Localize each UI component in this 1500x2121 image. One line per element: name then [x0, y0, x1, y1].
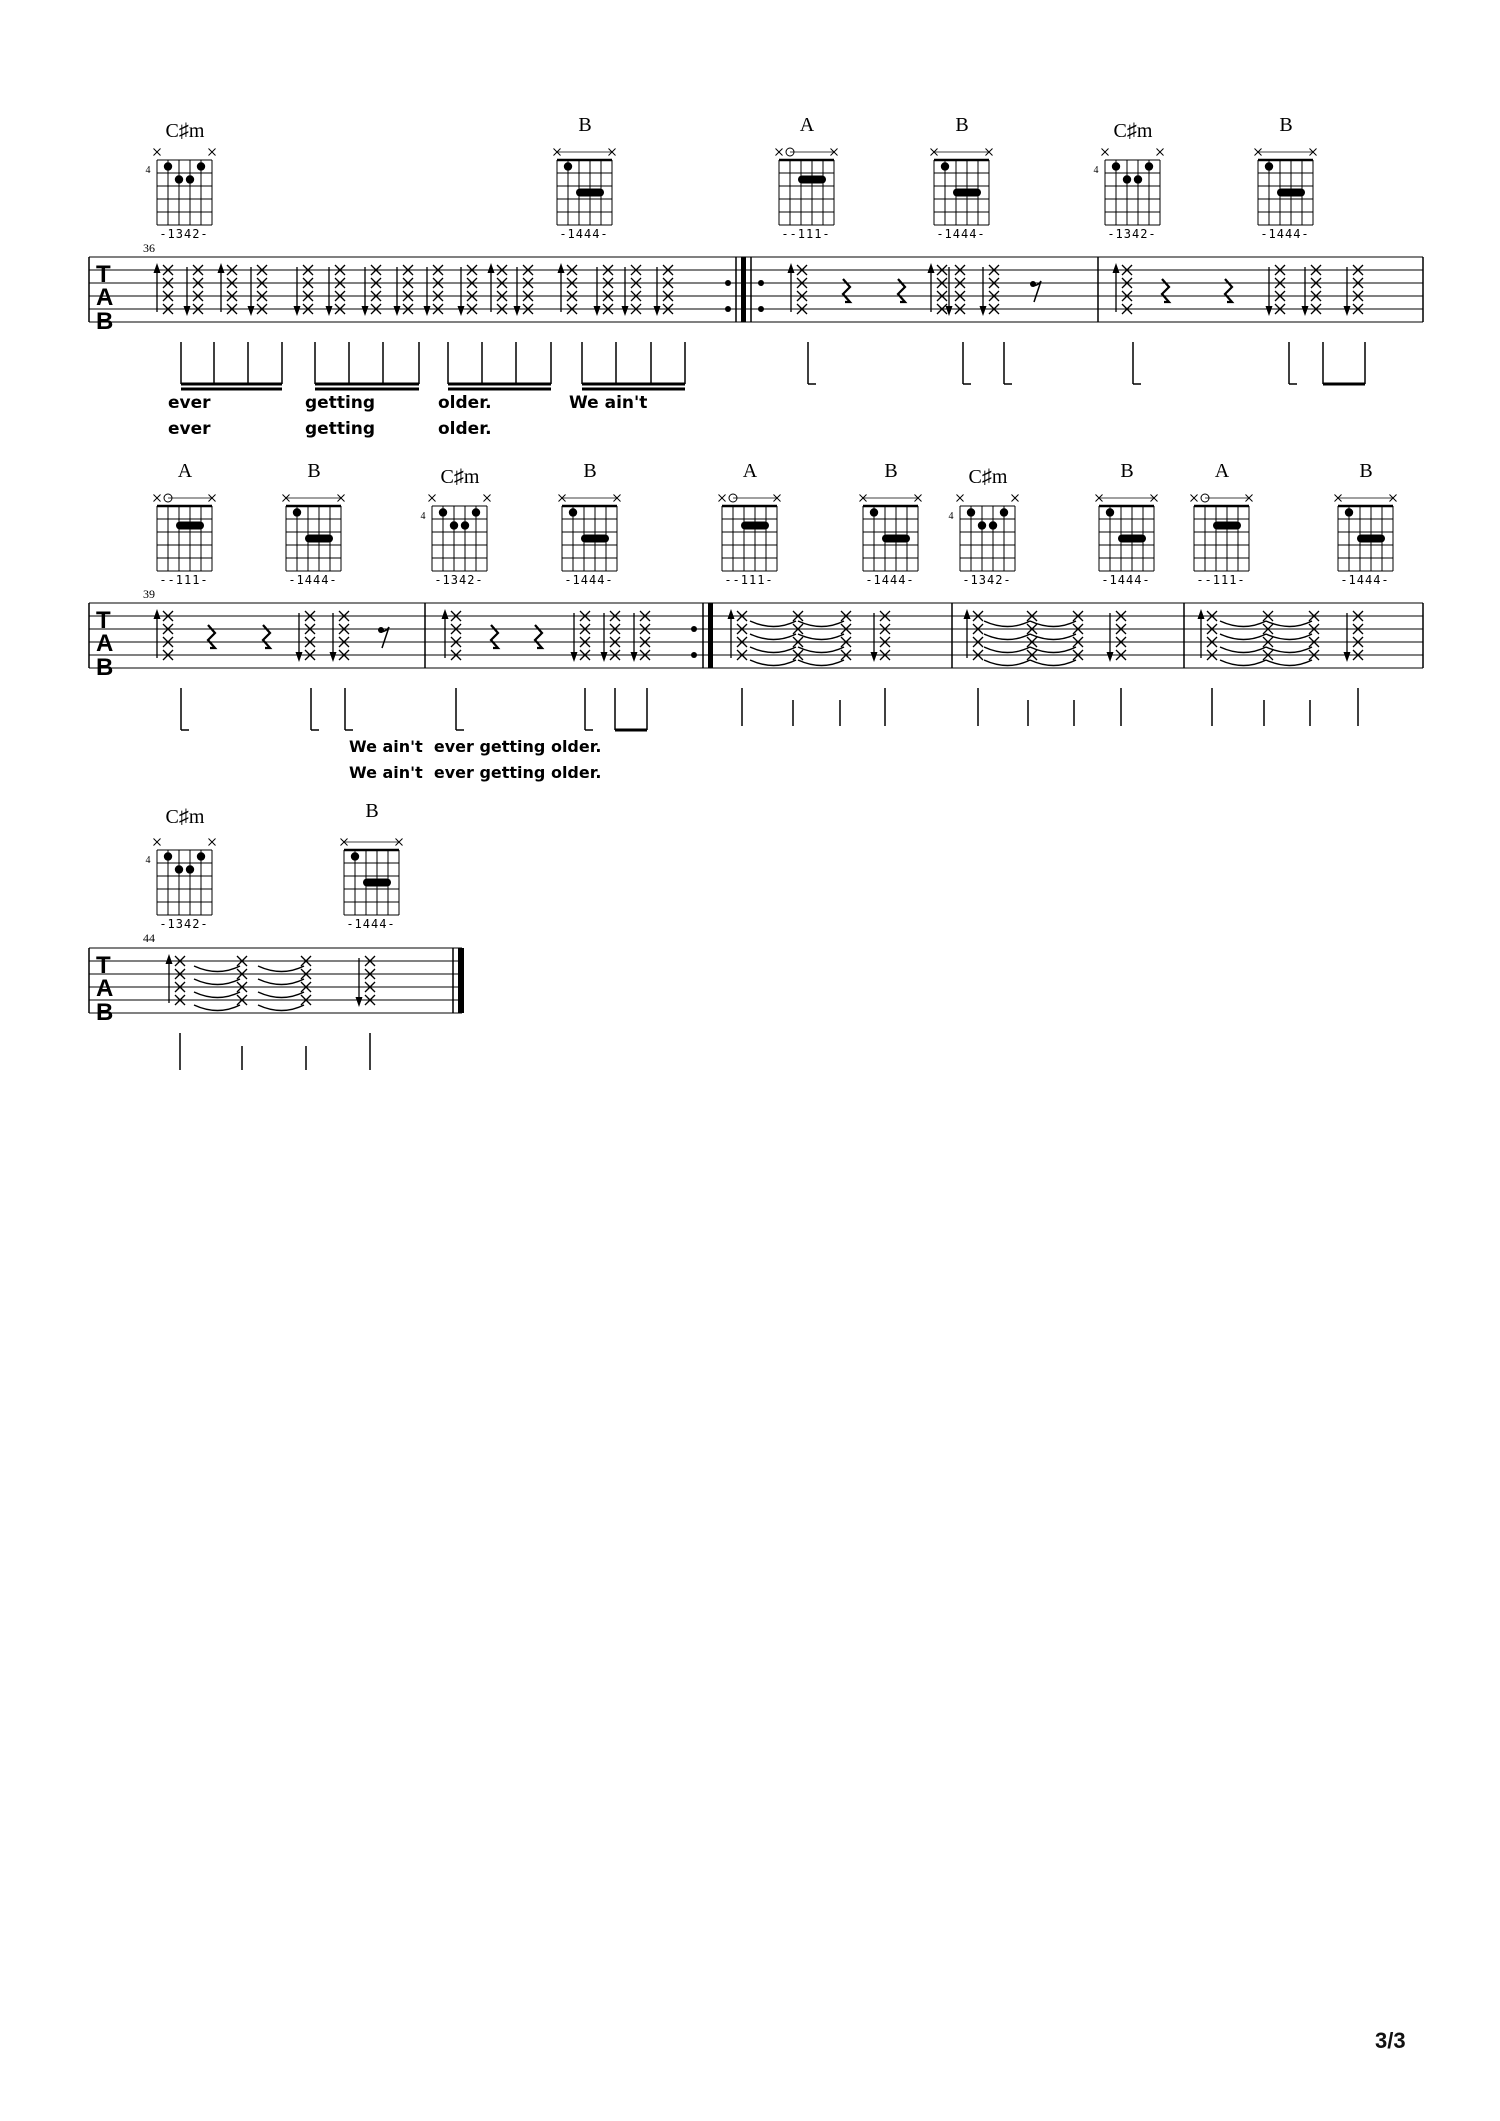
chord-name: A: [1214, 460, 1230, 482]
tab-staff: [89, 257, 1423, 322]
strum-notes: [154, 609, 1364, 666]
chord-diagram-b: [554, 149, 616, 226]
fret-number: 4: [948, 511, 954, 522]
svg-text:B: B: [96, 999, 114, 1026]
chord-diagram-b: [559, 495, 621, 572]
measure-number: 36: [143, 241, 155, 255]
svg-text:B: B: [96, 654, 114, 681]
fingering-label: -1342-: [159, 227, 209, 241]
chord-diagram-csm: [154, 149, 216, 226]
chord-diagram-a: [1191, 494, 1253, 571]
chord-name: B: [578, 114, 592, 136]
fingering-label: -1342-: [962, 573, 1012, 587]
tab-clef: [96, 607, 113, 681]
lyric-word: getting: [305, 419, 376, 439]
lyric-word: We ain't: [569, 393, 648, 413]
chord-diagram-csm: [429, 495, 491, 572]
system-2: [89, 460, 1423, 782]
chord-diagram-b: [283, 495, 345, 572]
lyric-word: older.: [438, 393, 492, 413]
system-3: [89, 800, 464, 1070]
chord-name: C♯m: [1113, 120, 1153, 142]
fingering-label: -1444-: [346, 917, 396, 931]
chord-diagram-b: [931, 149, 993, 226]
chord-name: B: [1120, 460, 1134, 482]
chord-diagram-a: [776, 148, 838, 225]
fret-number: 4: [145, 855, 151, 866]
fingering-label: --111-: [781, 227, 831, 241]
stems: [181, 342, 1365, 384]
tab-staff: [89, 948, 464, 1013]
chord-diagram-a: [719, 494, 781, 571]
system-1: [89, 114, 1423, 439]
svg-text:T: T: [96, 261, 111, 288]
chord-diagram-a: [154, 494, 216, 571]
chord-name: C♯m: [165, 806, 205, 828]
svg-text:B: B: [96, 308, 114, 335]
fingering-label: -1444-: [564, 573, 614, 587]
fret-number: 4: [145, 165, 151, 176]
lyric-line: We ain't ever getting older.: [349, 737, 602, 756]
svg-text:T: T: [96, 607, 111, 634]
measure-number: 39: [143, 587, 155, 601]
beams: [181, 384, 1365, 389]
fret-number: 4: [420, 511, 426, 522]
page-number: 3/3: [1375, 2028, 1406, 2053]
lyrics: [168, 393, 647, 439]
fingering-label: -1342-: [434, 573, 484, 587]
fingering-label: -1342-: [159, 917, 209, 931]
fingering-label: --111-: [159, 573, 209, 587]
svg-text:A: A: [96, 284, 114, 311]
fingering-label: -1342-: [1107, 227, 1157, 241]
strum-notes: [166, 954, 376, 1011]
fingering-label: --111-: [1196, 573, 1246, 587]
fingering-label: -1444-: [559, 227, 609, 241]
chord-diagram-csm: [154, 839, 216, 916]
chord-diagram-b: [341, 839, 403, 916]
chord-name: B: [583, 460, 597, 482]
chord-name: C♯m: [968, 466, 1008, 488]
measure-number: 44: [143, 931, 155, 945]
lyric-word: ever: [168, 419, 211, 439]
chord-name: A: [799, 114, 815, 136]
chord-diagram-csm: [957, 495, 1019, 572]
chord-name: B: [307, 460, 321, 482]
tab-clef: [96, 952, 113, 1026]
chord-name: A: [177, 460, 193, 482]
chord-diagram-b: [860, 495, 922, 572]
chord-name: B: [1279, 114, 1293, 136]
fingering-label: -1444-: [865, 573, 915, 587]
svg-text:A: A: [96, 975, 114, 1002]
tab-clef: [96, 261, 113, 335]
chord-diagram-b: [1096, 495, 1158, 572]
chord-name: B: [365, 800, 379, 822]
chord-name: A: [742, 460, 758, 482]
chord-name: B: [884, 460, 898, 482]
chord-name: B: [955, 114, 969, 136]
chord-diagram-csm: [1102, 149, 1164, 226]
chord-name: B: [1359, 460, 1373, 482]
stems: [181, 688, 1358, 730]
chord-diagram-b: [1335, 495, 1397, 572]
chord-name: C♯m: [440, 466, 480, 488]
lyric-word: older.: [438, 419, 492, 439]
svg-text:A: A: [96, 630, 114, 657]
lyric-word: ever: [168, 393, 211, 413]
lyric-word: getting: [305, 393, 376, 413]
fingering-label: -1444-: [1340, 573, 1390, 587]
fingering-label: -1444-: [1101, 573, 1151, 587]
stems: [180, 1033, 370, 1070]
svg-text:T: T: [96, 952, 111, 979]
fingering-label: -1444-: [936, 227, 986, 241]
fingering-label: --111-: [724, 573, 774, 587]
fingering-label: -1444-: [1260, 227, 1310, 241]
fret-number: 4: [1093, 165, 1099, 176]
chord-diagram-b: [1255, 149, 1317, 226]
lyric-line: We ain't ever getting older.: [349, 763, 602, 782]
chord-name: C♯m: [165, 120, 205, 142]
fingering-label: -1444-: [288, 573, 338, 587]
lyrics: [349, 737, 601, 782]
